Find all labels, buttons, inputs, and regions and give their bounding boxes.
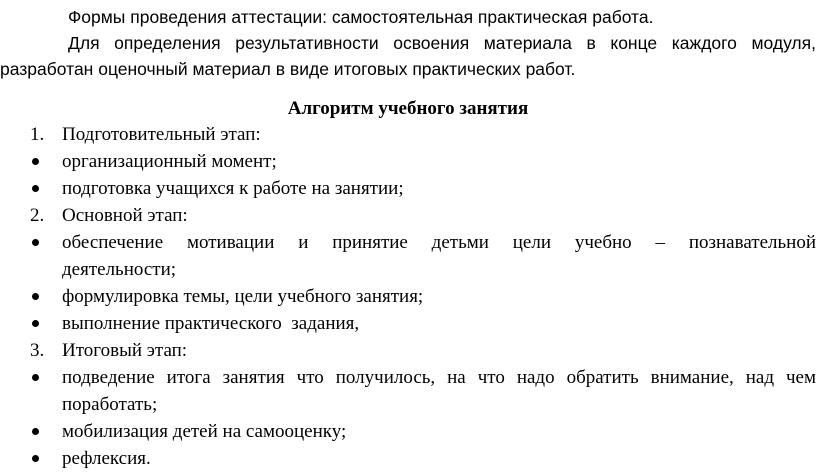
- list-item-text: подготовка учащихся к работе на занятии;: [62, 178, 404, 199]
- list-item-text: рефлексия.: [62, 448, 151, 469]
- list-number: 3.: [30, 340, 45, 361]
- list-item-text: Итоговый этап:: [62, 340, 188, 361]
- bullet-icon: [32, 158, 39, 165]
- bullet-icon: [32, 293, 39, 300]
- bullet-icon: [32, 239, 39, 246]
- bullet-icon: [32, 320, 39, 327]
- attestation-forms-line: Формы проведения аттестации: самостоятельная практическая работа.: [68, 7, 654, 27]
- list-number: 2.: [30, 205, 45, 226]
- list-item-text: выполнение практического задания,: [62, 313, 360, 334]
- list-item-bullet: [0, 364, 816, 420]
- bullet-icon: [32, 185, 39, 192]
- results-paragraph-line-2: разработан оценочный материал в виде итоговых практических работ.: [0, 59, 576, 79]
- list-item-text: мобилизация детей на самооценку;: [62, 421, 347, 442]
- list-item-numbered: [0, 202, 816, 230]
- bullet-icon: [32, 455, 39, 462]
- list-number: 1.: [30, 124, 45, 145]
- bullet-icon: [32, 428, 39, 435]
- section-heading: Алгоритм учебного занятия: [287, 98, 529, 119]
- results-paragraph-line-1: Для определения результативности освоения материала в конце каждого модуля,: [68, 33, 816, 53]
- list-item-text: формулировка темы, цели учебного занятия;: [62, 286, 424, 307]
- list-item-bullet: [0, 229, 816, 285]
- bullet-icon: [32, 374, 39, 381]
- list-item-text-line-2: деятельности;: [62, 259, 177, 280]
- list-item-bullet: [0, 148, 816, 176]
- list-item-text: Подготовительный этап:: [62, 124, 261, 145]
- list-item-text: Основной этап:: [62, 205, 188, 226]
- list-item-text-line-1: обеспечение мотивации и принятие детьми цели учебно – познавательной: [62, 232, 816, 253]
- list-item-numbered: [0, 121, 816, 149]
- list-item-text: организационный момент;: [62, 151, 277, 172]
- list-item-text-line-2: поработать;: [62, 394, 158, 415]
- list-item-bullet: [0, 283, 816, 311]
- list-item-bullet: [0, 445, 816, 473]
- list-item-numbered: [0, 337, 816, 365]
- list-item-bullet: [0, 175, 816, 203]
- list-item-bullet: [0, 418, 816, 446]
- list-item-text-line-1: подведение итога занятия что получилось, на что надо обратить внимание, над чем: [62, 367, 816, 388]
- list-item-bullet: [0, 310, 816, 338]
